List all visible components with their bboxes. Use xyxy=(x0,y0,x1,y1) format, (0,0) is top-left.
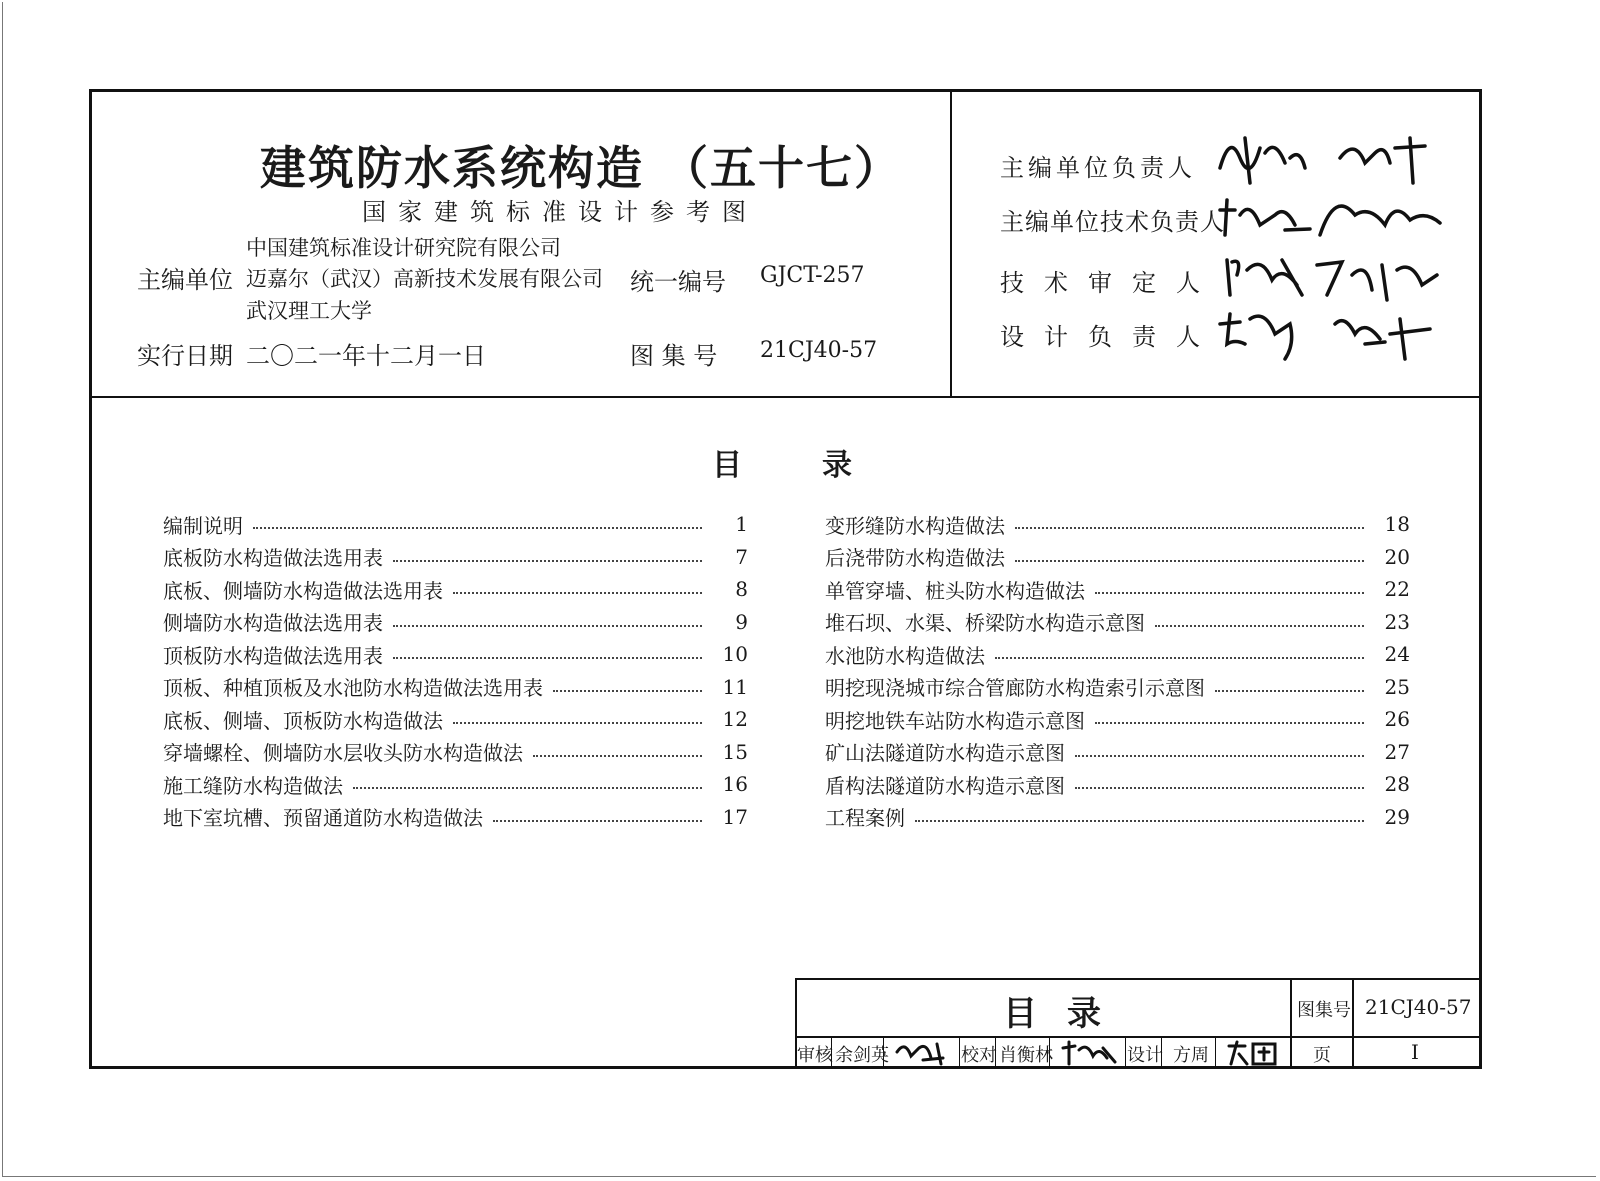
leader-dots xyxy=(553,690,702,692)
toc-item[interactable] xyxy=(163,736,748,769)
leader-dots xyxy=(1075,755,1364,757)
title-block xyxy=(795,978,1481,1067)
toc-item-label: 工程案例 xyxy=(825,806,905,831)
toc-item-page: 28 xyxy=(1384,772,1410,797)
signature-3 xyxy=(1222,250,1447,305)
leader-dots xyxy=(453,722,702,724)
atlas-no-label: 图 集 号 xyxy=(630,342,718,370)
leader-dots xyxy=(1215,690,1364,692)
toc-item[interactable] xyxy=(163,768,748,801)
toc-item[interactable] xyxy=(825,541,1410,574)
toc-item[interactable] xyxy=(163,541,748,574)
tb-page-label: 页 xyxy=(1313,1045,1331,1066)
leader-dots xyxy=(393,625,702,627)
toc-item-page: 27 xyxy=(1384,739,1410,764)
signature-1 xyxy=(1215,128,1445,188)
toc-item-label: 底板、侧墙防水构造做法选用表 xyxy=(163,578,443,603)
tb-designer: 方周 xyxy=(1173,1045,1209,1066)
tb-reviewer: 余剑英 xyxy=(835,1045,889,1066)
toc-item-page: 18 xyxy=(1384,512,1410,537)
leader-dots xyxy=(1015,560,1364,562)
toc-item[interactable] xyxy=(825,606,1410,639)
toc-item[interactable] xyxy=(163,638,748,671)
toc-item-label: 顶板、种植顶板及水池防水构造做法选用表 xyxy=(163,676,543,701)
toc-item-label: 编制说明 xyxy=(163,513,243,538)
tb-sep xyxy=(1125,1036,1126,1067)
tb-split-1 xyxy=(1290,978,1292,1067)
leader-dots xyxy=(1095,722,1364,724)
resp-role-3: 技术审定人 xyxy=(1000,269,1220,297)
toc-item[interactable] xyxy=(163,508,748,541)
toc-item-label: 穿墙螺栓、侧墙防水层收头防水构造做法 xyxy=(163,741,523,766)
toc-item-page: 22 xyxy=(1384,577,1410,602)
toc-item[interactable] xyxy=(825,768,1410,801)
toc-item-page: 25 xyxy=(1384,674,1410,699)
toc-item-label: 单管穿墙、桩头防水构造做法 xyxy=(825,578,1085,603)
toc-item-label: 堆石坝、水渠、桥梁防水构造示意图 xyxy=(825,611,1145,636)
toc-item-page: 20 xyxy=(1384,544,1410,569)
signature-2 xyxy=(1215,185,1450,245)
designer-signature xyxy=(1223,1038,1283,1066)
leader-dots xyxy=(393,657,702,659)
leader-dots xyxy=(493,820,702,822)
checker-signature xyxy=(1059,1038,1121,1066)
page-subtitle: 国家建筑标准设计参考图 xyxy=(362,198,758,226)
tb-checker: 肖衡林 xyxy=(999,1045,1053,1066)
tb-check-label: 校对 xyxy=(961,1045,997,1066)
effective-date: 二〇二一年十二月一日 xyxy=(246,342,486,370)
leader-dots xyxy=(533,755,702,757)
leader-dots xyxy=(393,560,702,562)
tb-atlas-label: 图集号 xyxy=(1297,1000,1351,1021)
toc-item-page: 11 xyxy=(722,674,748,699)
toc-item-label: 盾构法隧道防水构造示意图 xyxy=(825,773,1065,798)
toc-item-page: 17 xyxy=(722,804,748,829)
toc-item-page: 23 xyxy=(1384,609,1410,634)
signature-4 xyxy=(1215,304,1445,364)
editor-unit-1: 中国建筑标准设计研究院有限公司 xyxy=(246,236,561,260)
toc-item-page: 1 xyxy=(735,512,748,537)
leader-dots xyxy=(353,787,702,789)
toc-item-label: 水池防水构造做法 xyxy=(825,643,985,668)
toc-item[interactable] xyxy=(163,606,748,639)
resp-role-1: 主编单位负责人 xyxy=(1000,154,1196,182)
editor-label: 主编单位 xyxy=(137,266,233,294)
toc-item-page: 10 xyxy=(722,642,748,667)
toc-item[interactable] xyxy=(825,703,1410,736)
toc-item-label: 地下室坑槽、预留通道防水构造做法 xyxy=(163,806,483,831)
toc-item-page: 26 xyxy=(1384,707,1410,732)
toc-item[interactable] xyxy=(825,736,1410,769)
tb-top-line xyxy=(795,978,1481,980)
leader-dots xyxy=(1015,527,1364,529)
resp-role-4: 设计负责人 xyxy=(1000,323,1220,351)
toc-item-label: 底板防水构造做法选用表 xyxy=(163,546,383,571)
page-title: 建筑防水系统构造 （五十七） xyxy=(260,141,903,195)
toc-item-page: 16 xyxy=(722,772,748,797)
editor-unit-2: 迈嘉尔（武汉）高新技术发展有限公司 xyxy=(246,267,603,291)
toc-item-label: 后浇带防水构造做法 xyxy=(825,546,1005,571)
toc-item-page: 24 xyxy=(1384,642,1410,667)
resp-role-2: 主编单位技术负责人 xyxy=(1000,208,1225,236)
toc-item-label: 明挖地铁车站防水构造示意图 xyxy=(825,708,1085,733)
toc-item-page: 12 xyxy=(722,707,748,732)
toc-right-column xyxy=(825,508,1410,833)
tb-sep xyxy=(1215,1036,1216,1067)
unified-no-label: 统一编号 xyxy=(630,268,726,296)
leader-dots xyxy=(1155,625,1364,627)
tb-sep xyxy=(959,1036,960,1067)
toc-item-label: 变形缝防水构造做法 xyxy=(825,513,1005,538)
toc-item[interactable] xyxy=(163,703,748,736)
tb-page-no: I xyxy=(1411,1040,1419,1064)
toc-item[interactable] xyxy=(825,573,1410,606)
effective-label: 实行日期 xyxy=(137,342,233,370)
toc-item-label: 底板、侧墙、顶板防水构造做法 xyxy=(163,708,443,733)
toc-title: 目录 xyxy=(712,448,932,483)
toc-item[interactable] xyxy=(825,671,1410,704)
toc-left-column xyxy=(163,508,748,833)
header-split xyxy=(950,89,952,398)
header-divider xyxy=(89,396,1482,398)
toc-item-label: 顶板防水构造做法选用表 xyxy=(163,643,383,668)
toc-item-page: 8 xyxy=(735,577,748,602)
leader-dots xyxy=(1095,592,1364,594)
toc-item[interactable] xyxy=(825,638,1410,671)
tb-split-2 xyxy=(1352,978,1354,1067)
editor-unit-3: 武汉理工大学 xyxy=(246,299,372,323)
tb-review-label: 审核 xyxy=(797,1045,833,1066)
leader-dots xyxy=(253,527,702,529)
toc-item-page: 15 xyxy=(722,739,748,764)
leader-dots xyxy=(1075,787,1364,789)
toc-item-label: 侧墙防水构造做法选用表 xyxy=(163,611,383,636)
toc-item[interactable] xyxy=(825,508,1410,541)
tb-design-label: 设计 xyxy=(1127,1045,1163,1066)
toc-item-label: 明挖现浇城市综合管廊防水构造索引示意图 xyxy=(825,676,1205,701)
toc-item-label: 矿山法隧道防水构造示意图 xyxy=(825,741,1065,766)
toc-item-page: 29 xyxy=(1384,804,1410,829)
atlas-no: 21CJ40-57 xyxy=(760,338,878,363)
toc-item[interactable] xyxy=(825,801,1410,834)
toc-item[interactable] xyxy=(163,573,748,606)
toc-item-page: 7 xyxy=(735,544,748,569)
tb-title: 目录 xyxy=(1003,994,1131,1034)
toc-item[interactable] xyxy=(163,671,748,704)
toc-item-page: 9 xyxy=(735,609,748,634)
leader-dots xyxy=(995,657,1364,659)
reviewer-signature xyxy=(893,1038,953,1066)
toc-item-label: 施工缝防水构造做法 xyxy=(163,773,343,798)
unified-no: GJCT-257 xyxy=(760,263,865,288)
toc-item[interactable] xyxy=(163,801,748,834)
tb-atlas-no: 21CJ40-57 xyxy=(1365,995,1472,1019)
leader-dots xyxy=(453,592,702,594)
leader-dots xyxy=(915,820,1364,822)
